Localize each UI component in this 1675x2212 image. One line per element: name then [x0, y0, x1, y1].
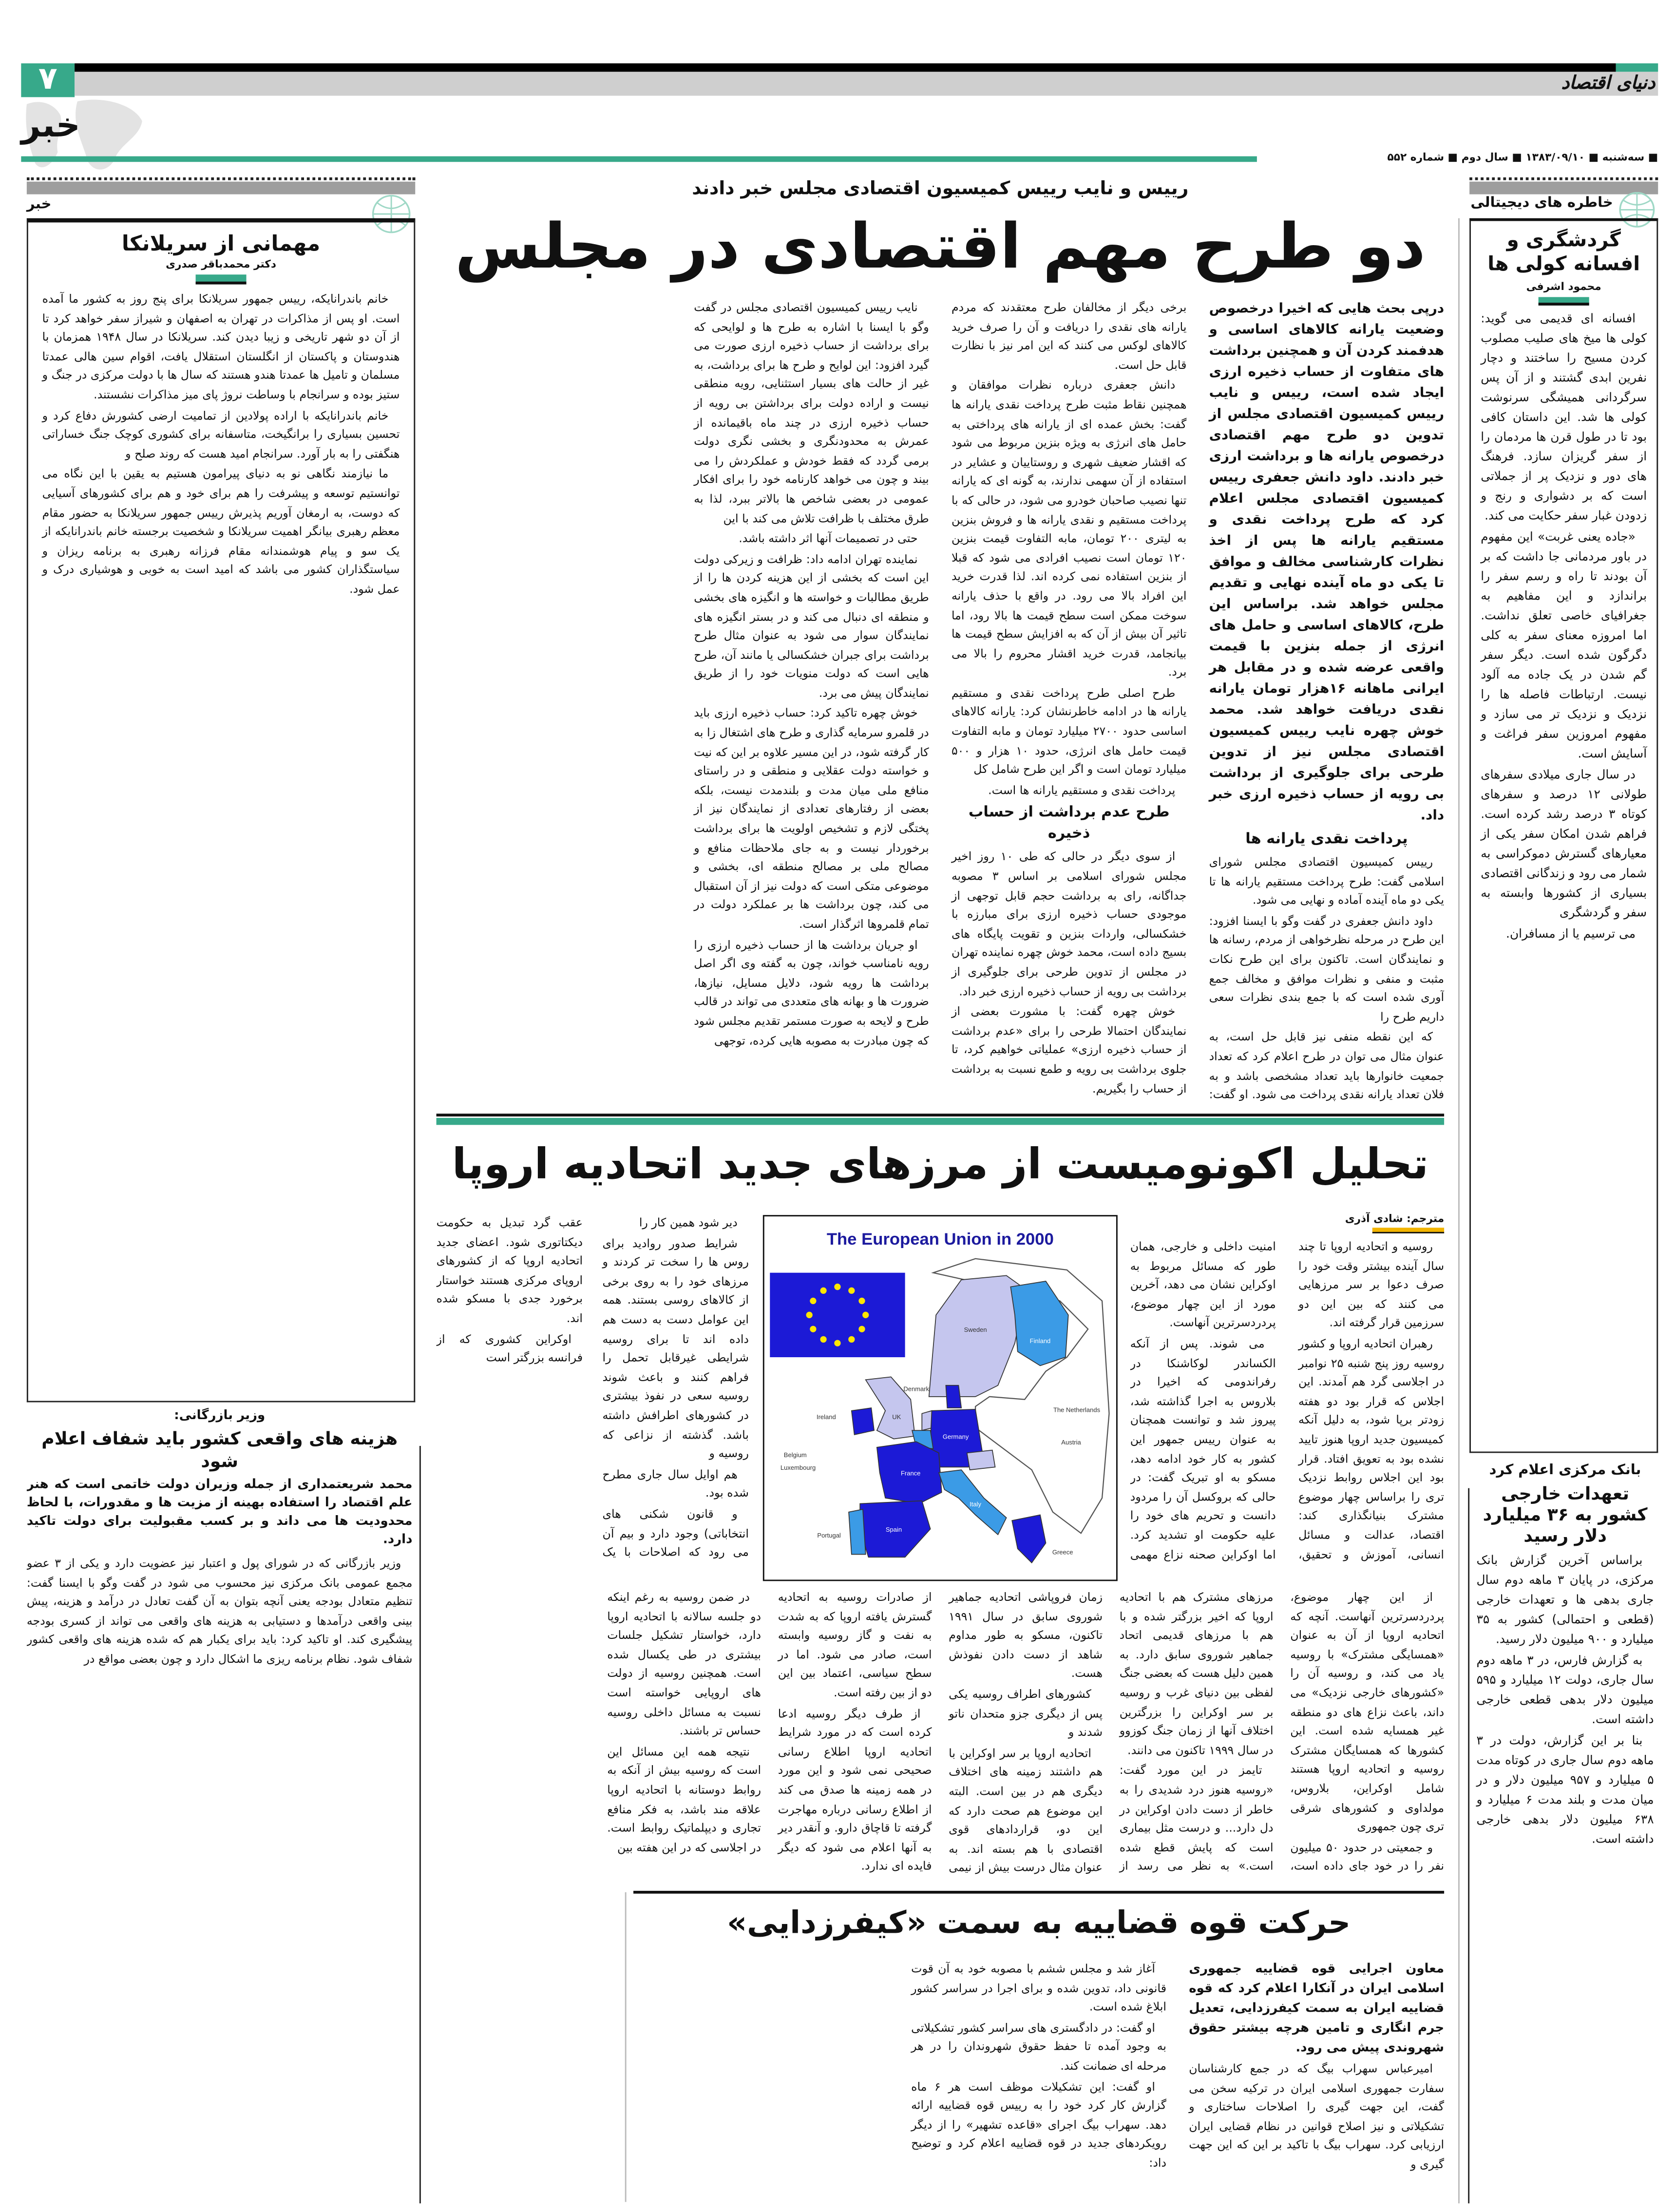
main-kicker: رییس و نایب رییس کمیسیون اقتصادی مجلس خبر دادند — [692, 178, 1189, 200]
left-header-bar — [27, 182, 415, 194]
tourism-article-box — [1469, 218, 1658, 1453]
paragraph: از سوی دیگر در حالی که طی ۱۰ روز اخیر مجلس شورای اسلامی بر اساس ۳ مصوبه جداگانه، رای به برداشت حجم قابل توجهی از موجودی حساب ذخیره ارزی برای مبارزه با خشکسالی، واردات بنزین و تقویت پایگاه های بسیج داده است، محمد خوش چهره نماینده تهران در مجلس از تدوین طرحی برای جلوگیری از برداشت بی رویه از حساب ذخیره ارزی خبر داد. — [951, 849, 1187, 998]
map-label-sweden: Sweden — [964, 1326, 987, 1333]
paragraph: خوش چهره گفت: با مشورت بعضی از نمایندگان احتمالا طرحی را برای «عدم برداشت از حساب ذخیره ارزی» عملیاتی خواهیم کرد، تا جلوی برداشت بی رویه و طمع نسبت به برداشت از حساب را بگیریم. — [951, 1004, 1187, 1095]
country-greece — [1012, 1515, 1046, 1563]
article-body — [1471, 306, 1656, 1436]
paragraph: کشورهای اطراف روسیه یکی پس از دیگری جزو متحدان ناتو شدند و — [949, 1686, 1103, 1739]
paragraph: وزیر بازرگانی که در شورای پول و اعتبار نیز عضویت دارد و یکی از ۳ عضو مجمع عمومی بانک مرکزی نیز محسوب می شود در گفت وگو با ایسنا گفت: تنظیم متعادل بودجه یعنی آنچه بتوان به آن گفت تعادل در درآمد و هزینه، پیش بینی واقعی درآمدها و دستیابی به هزینه های واقعی می تواند از کسری بودجه پیشگیری کند. او تاکید کرد: باید برای یکبار هم که شده هزینه های واقعی کشور شفاف شود. نظام برنامه ریزی ما اشکال دارد و چون بعضی مواقع در — [26, 1556, 413, 1666]
paragraph: و قانون شکنی های انتخاباتی) وجود دارد و بیم آن می رود که اصلاحات با یک عقب گرد تبدیل به حکومت دیکتاتوری شود. اعضای جدید اتحادیه اروپا که از کشورهای اروپای مرکزی هستند خواستار برخورد جدی با مسکو شده اند. — [436, 1215, 749, 1559]
page-number: ۷ — [21, 63, 75, 97]
paragraph: امیرعباس سهراب بیگ که در جمع کارشناسان سفارت جمهوری اسلامی ایران در ترکیه سخن می گفت، این جهت گیری را اصلاحات ساختاری و تشکیلاتی و نیز اصلاح قوانین در نظام قضایی ایران ارزیابی کرد. سهراب بیگ با تاکید بر این که این جهت گیری و — [1189, 2061, 1445, 2171]
article-title: مهمانی از سریلانکا — [121, 231, 321, 256]
flag-star-icon — [806, 1312, 813, 1318]
judiciary-headline: حرکت قوه قضاییه به سمت «کیفرزدایی» — [727, 1906, 1351, 1942]
bank-body — [1474, 1552, 1657, 1851]
paragraph: رییس کمیسیون اقتصادی مجلس شورای اسلامی گفت: طرح پرداخت مستقیم یارانه ها تا یکی دو ماه آینده آماده و نهایی می شود. — [1209, 854, 1445, 907]
paragraph: طرح اصلی طرح پرداخت نقدی و مستقیم یارانه ها در ادامه خاطرنشان کرد: یارانه کالاهای اساسی حدود ۲۷۰۰ میلیارد تومان و مابه التفاوت قیمت حامل های انرژی، حدود ۱۰ هزار و ۵۰۰ میلیارد تومان است و اگر این طرح شامل کل — [951, 685, 1187, 776]
paragraph: افسانه ای قدیمی می گوید: کولی ها میخ های صلیب مصلوب کردن مسیح را ساختند و دچار نفرین ابدی گشتند و از آن پس سرگردانی همیشگی سرنوشت کولی ها شد. این داستان کافی بود تا در طول قرن ها مردمان را از سفر گریزان سازد. فرهنگ های دور و نزدیک پر از جملاتی است که بر دشواری و رنج و زدودن غبار سفر حکایت می کند. — [1481, 312, 1647, 524]
paragraph: دانش جعفری درباره نظرات موافقان و همچنین نقاط مثبت طرح پرداخت نقدی یارانه ها گفت: بخش عمده ای از یارانه های پرداختی به حامل های انرژی به ویژه بنزین مربوط می شود که اقشار ضعیف شهری و روستاییان و عشایر در استفاده از آن سهمی ندارند، به گونه ای که یارانه تنها نصیب صاحبان خودرو می شود، در حالی که با پرداخت مستقیم و نقدی یارانه ها و فروش بنزین به لیتری ۲۰۰ تومان، مابه التفاوت قیمت بنزین ۱۲۰ تومان است نصیب افرادی می شود که قبلا از بنزین استفاده نمی کرده اند. لذا قدرت خرید این افراد بالا می رود. در واقع با حذف یارانه سوخت ممکن است سطح قیمت ها بالا رود، اما تاثیر آن بیش از آن که به افزایش سطح قیمت ها بیانجامد، قدرت خرید اقشار محروم را بالا می برد. — [951, 378, 1187, 679]
commerce-headline: هزینه های واقعی کشور باید شفاف اعلام شود — [41, 1427, 398, 1472]
paragraph: او گفت: این تشکیلات موظف است هر ۶ ماه گزارش کار کرد خود را به رییس قوه قضاییه ارائه دهد. سهراب بیگ اجرای «قاعده تشهیر» را از دیگر رویکردهای جدید در قوه قضاییه اعلام کرد و توضیح داد: — [911, 2078, 1167, 2170]
eu-body-bottom — [437, 1588, 1445, 1884]
author-divider — [1539, 297, 1589, 306]
eu-map-figure — [763, 1215, 1118, 1581]
paragraph: نایب رییس کمیسیون اقتصادی مجلس در گفت وگو با ایسنا با اشاره به طرح ها و لوایحی که برای برداشت از حساب ذخیره ارزی صورت می گیرد افزود: این لوایح و طرح ها برای برداشت، به غیر از حالت های بسیار استثنایی، رویه منطقی نیست و اراده دولت برای برداشتن بی رویه از حساب ذخیره ارزی در چند ماه باقیمانده از عمرش به محدودنگری و بخشی نگری دولت برمی گردد که فقط خودش و عملکردش را می بیند و چون می خواهد کارنامه خود را برای افکار عمومی در بعضی شاخص ها بالاتر ببرد، لذا به طرق مختلف با ظرافت تلاش می کند با این — [694, 300, 929, 525]
bank-headline: تعهدات خارجی کشور به ۳۶ میلیارد دلار رسید — [1483, 1482, 1648, 1546]
commerce-body — [27, 1554, 413, 1671]
paragraph: از این چهار موضوع، پردردسرترین آنهاست. آنچه که اتحادیه اروپا از آن به عنوان «همسایگی مشترک» با روسیه یاد می کند، و روسیه آن را «کشورهای خارجی نزدیک» می داند، باعث نزاع های دو منطقه غیر همسایه شده است. این کشورها که همسایگان مشترک روسیه و اتحادیه اروپا هستند شامل اوکراین، بلاروس، مولداوی و کشورهای شرقی تری چون جمهوری — [1290, 1589, 1445, 1833]
paragraph: براساس آخرین گزارش بانک مرکزی، در پایان ۳ ماهه دوم سال جاری بدهی ها و تعهدات خارجی (قطعی و احتمالی) کشور به ۳۵ میلیارد و ۹۰۰ میلیون دلار رسید. — [1476, 1554, 1654, 1648]
left-section-label: خبر — [26, 197, 52, 213]
flag-star-icon — [848, 1288, 855, 1294]
column-rule — [625, 1892, 627, 2202]
map-label-denmark: Denmark — [903, 1385, 930, 1393]
subhead-cash-subsidy: پرداخت نقدی یارانه ها — [1245, 830, 1408, 848]
paragraph: آغاز شد و مجلس ششم با مصوبه خود به آن قوت قانونی داد، تدوین شده و برای اجرا در سراسر کشور ابلاغ شده است. — [911, 1961, 1167, 2014]
paragraph: رهبران اتحادیه اروپا و کشور روسیه روز پنج شنبه ۲۵ نوامبر در اجلاسی گرد هم آمدند. این اجلاس که قرار بود دو هفته زودتر برپا شود، به دلیل آنکه کمیسیون جدید اروپا هنوز تایید نشده بود به تعویق افتاد. قرار بود این اجلاس روابط نزدیک تری را براساس چهار موضوع مشترک بنیانگذاری کند: اقتصاد، عدالت و مسائل انسانی، آموزش و تحقیق، امنیت داخلی و خارجی، همان طور که مسائل مربوط به اوکراین نشان می دهد، آخرین مورد از این چهار موضوع، پردردسرترین آنهاست. — [1130, 1239, 1445, 1561]
map-label-italy: Italy — [970, 1500, 981, 1508]
commerce-kicker: وزیر بازرگانی: — [174, 1409, 266, 1423]
column-rule — [419, 1446, 421, 2203]
flag-star-icon — [834, 1340, 840, 1346]
section-title: خبر — [21, 105, 80, 145]
paragraph: از طرف دیگر روسیه ادعا کرده است که در مورد شرایط اتحادیه اروپا اطلاع رسانی صحیحی نمی شود و این مورد در همه زمینه ها صدق می کند از اطلاع رسانی درباره مهاجرت گرفته تا قاچاق دارو. و آنقدر دیر به آنها اعلام می شود که دیگر فایده ای ندارد. — [778, 1706, 932, 1873]
paragraph: اوکراین کشوری که از فرانسه بزرگتر است — [436, 1331, 583, 1365]
paragraph: و جمعیتی در حدود ۵۰ میلیون نفر را در خود جای داده است، مرزهای مشترک هم با اتحادیه اروپا که اخیر بزرگتر شده و با هم با مرزهای قدیمی اتحاد جماهیر شوروی سابق دارد. به همین دلیل هست که بعضی جنگ لفظی بین دنیای غرب و روسیه بر سر اوکراین را بزرگترین اختلاف آنها از زمان جنگ کوزوو در سال ۱۹۹۹ تاکنون می دانند. — [1119, 1589, 1445, 1873]
masthead-black-bar — [75, 63, 1616, 72]
paragraph: داود دانش جعفری در گفت وگو با ایسنا افزود: این طرح در مرحله نظرخواهی از مردم، رسانه ها و نمایندگان است. تاکنون برای این طرح نکات مثبت و منفی و نظرات موافق و مخالف جمع آوری شده است که با جمع بندی نظرات سعی داریم طرح را — [1209, 913, 1445, 1023]
bank-article — [1474, 1462, 1657, 2204]
paragraph: می شوند. پس از آنکه الکساندر لوکاشنکا در رفراندومی که اخیرا در بلاروس به اجرا گذاشته شد، پیروز شد و توانست همچنان به عنوان رییس جمهور این کشور به کار خود ادامه دهد، مسکو به او تبریک گفت: در حالی که بروکسل آن را مردود دانست و تحریم های خود را علیه حکومت او تشدید کرد. اما اوکراین صحنه نزاع مهمی — [1130, 1336, 1276, 1561]
author-divider — [196, 274, 247, 284]
flag-star-icon — [862, 1312, 869, 1318]
section-rule — [437, 1114, 1445, 1116]
paragraph: در سال جاری میلادی سفرهای طولانی ۱۲ درصد و سفرهای کوتاه ۳ درصد رشد کرده است. فراهم شدن امکان سفر یکی از معیارهای گسترش دموکراسی به شمار می رود و زندگانی اقتصادی بسیاری از کشورها وابسته به سفر و گردشگری — [1481, 769, 1647, 921]
paragraph: تایمز در این مورد گفت: «روسیه هنوز درد شدیدی را به خاطر از دست دادن اوکراین در دل دارد... و درست مثل بیماری است که پایش قطع شده است.» به نظر می رسد از زمان فروپاشی اتحادیه جماهیر شوروی سابق در سال ۱۹۹۱ تاکنون، مسکو به طور مداوم شاهد از دست دادن نفوذش هست. — [949, 1589, 1274, 1873]
paragraph: که این نقطه منفی نیز قابل حل است، به عنوان مثال می توان در طرح اعلام کرد که تعداد جمعیت خانوارها باید تعداد مشخصی باشد و به فلان تعداد یارانه نقدی پرداخت می شود. او گفت: برخی دیگر از مخالفان طرح معتقدند که مردم یارانه های نقدی را دریافت و آن را صرف خرید کالاهای لوکس می کنند که این امر نیز با نظارت قابل حل است. — [951, 300, 1445, 1101]
paragraph: او جریان برداشت ها از حساب ذخیره ارزی را رویه نامناسب خواند، چون به گفته وی اگر اصل برداشت ها رویه شود، دلایل مسایل، نیازها، ضرورت ها و بهانه های متعددی می تواند در قالب طرح و لایحه به صورت مستمر تقدیم مجلس شود که چون مبادرت به مصوبه هایی کرده، توجهی — [694, 937, 929, 1047]
dateline-rule — [21, 156, 1257, 162]
paragraph: او گفت: در دادگستری های سراسر کشور تشکیلاتی به وجود آمده تا حفظ حقوق شهروندان را در هر مرحله ای ضمانت کند. — [911, 2020, 1167, 2073]
newspaper-logo: دنیای اقتصاد — [1561, 73, 1656, 95]
left-header-dots — [27, 177, 415, 180]
map-label-france: France — [900, 1469, 921, 1477]
section-green-band — [437, 1118, 1445, 1125]
flag-star-icon — [848, 1336, 855, 1343]
country-portugal — [849, 1509, 866, 1554]
article-body — [28, 285, 414, 1374]
commerce-lead: محمد شریعتمداری از جمله وزیران دولت خاتمی است که هنر علم اقتصاد را استفاده بهینه از مزیت ها و مقدورات، با لحاظ محدودیت ها می داند و بر کسب مقبولیت برای دولت تاکید دارد. — [26, 1478, 413, 1548]
flag-star-icon — [858, 1298, 865, 1304]
country-austria — [967, 1450, 995, 1470]
eu-body-left — [437, 1213, 749, 1581]
paragraph: حتی در تصمیمات آنها اثر داشته باشد. — [739, 531, 918, 545]
paragraph: اتحادیه اروپا بر سر اوکراین با هم داشتند زمینه های اختلاف دیگری هم در بین است. البته این موضوع هم صحت دارد که این دو، قراردادهای قوی اقتصادی با هم بسته اند. به عنوان مثال درست بیش از نیمی از صادرات روسیه به اتحادیه گسترش یافته اروپا که به شدت به نفت و گاز روسیه وابسته است، صادر می شود. اما در سطح سیاسی، اعتماد بین این دو از بین رفته است. — [778, 1589, 1103, 1875]
translator-credit: مترجم: شادی آذری — [1345, 1212, 1445, 1225]
map-label-finland: Finland — [1029, 1337, 1051, 1345]
paragraph: به گزارش فارس، در ۳ ماهه دوم سال جاری، دولت ۱۲ میلیارد و ۵۹۵ میلیون دلار بدهی قطعی خارجی داشته است. — [1476, 1654, 1654, 1728]
sri-lanka-article-box — [27, 218, 415, 1403]
eu-map — [764, 1216, 1116, 1579]
main-lead: درپی بحث هایی که اخیرا درخصوص وضعیت یارانه کالاهای اساسی و هدفمند کردن آن و همچنین برداشت های متفاوت از حساب ذخیره ارزی ایجاد شده است، رییس و نایب رییس کمیسیون اقتصادی مجلس از تدوین دو طرح مهم اقتصادی درخصوص یارانه ها و برداشت ارزی خبر دادند. داود دانش جعفری رییس کمیسیون اقتصادی مجلس اعلام کرد که طرح پرداخت نقدی و مستقیم یارانه ها پس از اخذ نظرات کارشناسی مخالف و موافق تا یکی دو ماه آینده نهایی و تقدیم مجلس خواهد شد. براساس این طرح، کالاهای اساسی و حامل های انرژی از جمله بنزین با قیمت واقعی عرضه شده و در مقابل هر ایرانی ماهانه ۱۶هزار تومان یارانه نقدی دریافت خواهد شد. محمد خوش چهره نایب رییس کمیسیون اقتصادی مجلس نیز از تدوین طرحی برای جلوگیری از برداشت بی رویه از حساب ذخیره ارزی خبر داد. — [1209, 301, 1445, 824]
eu-headline: تحلیل اکونومیست از مرزهای جدید اتحادیه اروپا — [452, 1140, 1428, 1190]
article-author: دکتر محمدباقر صدری — [166, 257, 277, 270]
translator-divider — [1372, 1228, 1444, 1233]
paragraph: نتیجه همه این مسائل این است که روسیه بیش از آنکه به روابط دوستانه با اتحادیه اروپا علاقه مند باشد، به فکر منافع تجاری و دیپلماتیک روابط است. در اجلاسی که در این هفته بین — [607, 1744, 761, 1854]
paragraph: خوش چهره تاکید کرد: حساب ذخیره ارزی باید در قلمرو سرمایه گذاری و طرح های اشتغال زا به کار گرفته شود، در این مسیر علاوه بر این که نیت و خواسته دولت عقلایی و منطقی و در راستای منافع ملی میان مدت و بلندمدت نیست، بلکه بعضی از رفتارهای تعدادی از نمایندگان نیز از پختگی لازم و تشخیص اولویت ها برای برداشت برخوردار نیست و به جای ملاحظات منافع و مصالح ملی بر مصالح منطقه ای، بخشی و موضوعی متکی است که دولت نیز از آن استقبال می کند، چون برداشت ها بر عملکرد دولت در تمام قلمروها اثرگذار است. — [694, 706, 929, 931]
paragraph: ما نیازمند نگاهی نو به دنیای پیرامون هستیم به یقین با این نگاه می توانستیم توسعه و پیشرفت را هم برای خود و هم برای کشورهای آسیایی که دوست، به ارمغان آوریم پذیرش رییس جمهور سریلانکا به حضور مقام معظم رهبری بیانگر اهمیت سریلانکا و شخصیت برجسته خانم باندرانایکه از یک سو و پیام هوشمندانه مقام فرزانه رهبری به برنامه ریزان و سیاستگذاران کشور می باشد که امید است به خوبی و هوشیاری درک و عمل شود. — [42, 466, 400, 596]
commerce-article — [27, 1408, 413, 2203]
map-label-austria: Austria — [1061, 1439, 1081, 1446]
paragraph: دیر شود همین کار را — [639, 1215, 738, 1230]
paragraph: می ترسیم یا از مسافران. — [1506, 927, 1636, 942]
judiciary-lead: معاون اجرایی قوه قضاییه جمهوری اسلامی ایران در آنکارا اعلام کرد که قوه قضاییه ایران به سمت کیفرزدایی، تعدیل جرم انگاری و تامین هرچه بیشتر حقوق شهروندی پیش می رود. — [1189, 1962, 1445, 2056]
country-denmark — [946, 1385, 961, 1408]
paragraph: خانم باندرانایکه، رییس جمهور سریلانکا برای پنج روز به کشور ما آمده است. او پس از مذاکرات در تهران به اصفهان و شیراز سفر خواهد کرد تا از آن دو شهر تاریخی و زیبا دیدن کند. سریلانکا در سال ۱۹۴۸ همزمان با هندوستان و پاکستان از انگلستان استقلال یافت، اقوام سین هالی عمدتا مسلمان و تامیل ها عمدتا هندو هستند که سال ها با دولت مرکزی در جنگ و ستیز بوده و سرانجام با وساطت نروژ پای میز مذاکرات نشستند. — [42, 291, 400, 402]
paragraph: در ضمن روسیه به رغم اینکه دو جلسه سالانه با اتحادیه اروپا دارد، خواستار تشکیل جلسات بیشتری در طی یکسال شده است. همچنین روسیه از دولت های اروپایی خواسته است نسبت به مسائل داخلی روسیه حساس تر باشند. — [607, 1589, 761, 1738]
main-headline: دو طرح مهم اقتصادی در مجلس — [455, 211, 1426, 283]
right-header-dots — [1469, 177, 1658, 180]
subhead-reserve-fund: طرح عدم برداشت از حساب ذخیره — [968, 804, 1170, 843]
map-label-uk: UK — [892, 1413, 901, 1421]
column-rule — [1468, 1488, 1469, 2204]
map-label-belgium: Belgium — [783, 1451, 807, 1459]
masthead-gray-band — [75, 72, 1658, 96]
section-rule — [633, 1891, 1444, 1894]
paragraph: خانم باندرانایکه با اراده پولادین از تمامیت ارضی کشورش دفاع کرد و تحسین بسیاری را برانگیخت، متاسفانه برای کشوری کوچک جنگ خساراتی هنگفتی را به بار آورد. سرانجام امید هست که روند صلح و — [42, 407, 400, 460]
flag-star-icon — [834, 1284, 840, 1290]
article-author: محمود اشرفی — [1526, 280, 1601, 293]
map-label-germany: Germany — [942, 1433, 969, 1441]
paragraph: بنا بر این گزارش، دولت در ۳ ماهه دوم سال جاری در کوتاه مدت ۵ میلیارد و ۹۵۷ میلیون دلار و در میان مدت و بلند مدت ۶ میلیارد و ۶۳۸ میلیون دلار بدهی خارجی داشته است. — [1476, 1734, 1654, 1847]
map-label-spain: Spain — [885, 1526, 902, 1534]
paragraph: «جاده یعنی غربت» این مفهوم در باور مردمانی جا داشت که بر آن بودند تا راه و رسم سفر را براندازد و این مفاهیم به جغرافیای خاصی تعلق نداشت. اما امروزه معنای سفر به کلی دگرگون شده است. دیگر سفر گم شدن در یک جاده مه آلود نیست. ارتباطات فاصله ها را نزدیک و نزدیک تر می سازد و مفهوم امروزین سفر فراغت و آسایش است. — [1481, 531, 1647, 762]
paragraph: نماینده تهران ادامه داد: ظرافت و زیرکی دولت این است که بخشی از این هزینه کردن ها را از طریق مطالبات و خواسته ها و انگیزه های بخشی و منطقه ای دنبال می کند و در بستر انگیزه های نمایندگان سوار می شود به عنوان مثال طرح برداشت برای جبران خشکسالی یا مانند آن، طرح هایی است که دولت منویات خود را از طریق نمایندگان پیش می برد. — [694, 551, 929, 700]
paragraph: شرایط صدور روادید برای روس ها را سخت تر کردند و مرزهای خود را به روی برخی از کالاهای روسی بستند. همه این عوامل دست به دست هم داده اند تا برای روسیه شرایطی غیرقابل تحمل را فراهم کنند و باعث شوند روسیه سعی در نفوذ بیشتری در کشورهای اطرافش داشته باشد. گذشته از نزاعی که روسیه و — [602, 1235, 749, 1461]
flag-star-icon — [810, 1326, 816, 1332]
map-label-ireland: Ireland — [816, 1413, 836, 1421]
flag-star-icon — [810, 1298, 816, 1304]
main-article-body — [437, 298, 1445, 1109]
flag-star-icon — [858, 1326, 865, 1332]
paragraph: روسیه و اتحادیه اروپا تا چند سال آینده بیشتر وقت خود را صرف دعوا بر سر مرزهایی می کنند که بین این دو سرزمین قرار گرفته اند. — [1298, 1239, 1445, 1330]
right-section-label: خاطره های دیجیتالی — [1470, 195, 1613, 212]
map-label-portugal: Portugal — [817, 1531, 841, 1539]
map-title: The European Union in 2000 — [826, 1230, 1054, 1249]
map-label-the-netherlands: The Netherlands — [1053, 1406, 1101, 1414]
dateline: ■ سه‌شنبه ■ ۱۳۸۳/۰۹/۱۰ ■ سال دوم ■ شماره ۵۵۲ — [1387, 151, 1658, 164]
map-label-luxembourg: Luxembourg — [780, 1464, 816, 1472]
flag-star-icon — [820, 1288, 826, 1294]
map-label-greece: Greece — [1052, 1548, 1073, 1556]
article-title: گردشگری و افسانه کولی ها — [1487, 229, 1640, 276]
flag-star-icon — [820, 1336, 826, 1343]
paragraph: پرداخت نقدی و مستقیم یارانه ها است. — [988, 782, 1176, 797]
paragraph: هم اوایل سال جاری مطرح شده بود. — [602, 1466, 749, 1500]
country-ireland — [852, 1408, 874, 1435]
bank-kicker: بانک مرکزی اعلام کرد — [1489, 1462, 1641, 1479]
eu-body-right — [1130, 1237, 1444, 1581]
judiciary-body — [633, 1960, 1444, 2202]
column-rule — [1458, 218, 1460, 2203]
